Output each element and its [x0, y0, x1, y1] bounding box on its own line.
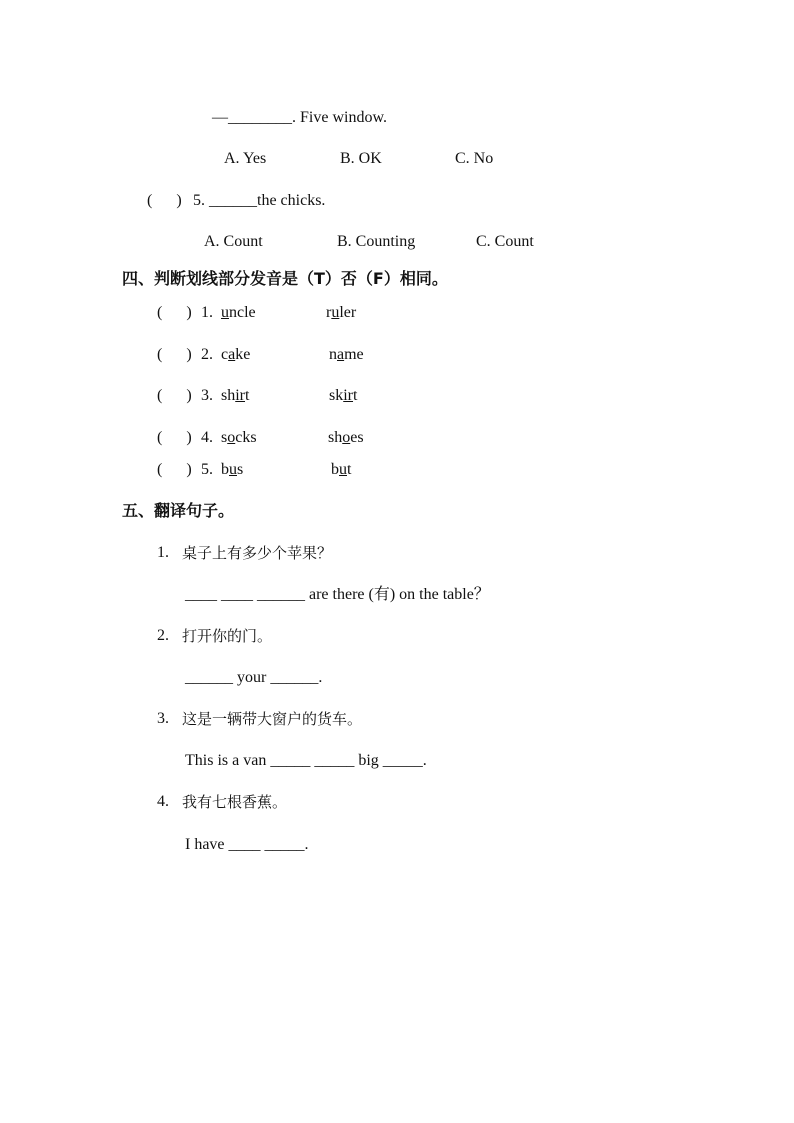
q5-option-c: C. Count: [476, 233, 534, 250]
q5-bracket: ( ): [147, 192, 182, 209]
translate-1-chinese: 桌子上有多少个苹果？: [182, 544, 333, 562]
word-2: skirt: [329, 387, 358, 404]
q4-option-a: A. Yes: [224, 150, 267, 167]
word-1: shirt: [221, 387, 250, 404]
translate-3-number: 3.: [157, 710, 169, 727]
translate-4-english: I have ____ _____.: [185, 836, 309, 853]
word-2: but: [331, 461, 352, 478]
translate-2-number: 2.: [157, 627, 169, 644]
q4-answer-line: —________. Five window.: [212, 109, 387, 126]
q5-option-a: A. Count: [204, 233, 263, 250]
item-bracket: ( ): [157, 429, 192, 446]
item-bracket: ( ): [157, 304, 192, 321]
q5-text: 5. ______the chicks.: [193, 192, 326, 209]
section4-heading: 四、判断划线部分发音是（T）否（F）相同。: [122, 269, 448, 288]
item-number: 5.: [201, 461, 213, 478]
translate-1-number: 1.: [157, 544, 169, 561]
item-number: 3.: [201, 387, 213, 404]
translate-4-chinese: 我有七根香蕉。: [182, 793, 288, 811]
item-number: 2.: [201, 346, 213, 363]
translate-2-chinese: 打开你的门。: [182, 627, 273, 645]
word-1: uncle: [221, 304, 256, 321]
item-bracket: ( ): [157, 346, 192, 363]
word-2: ruler: [326, 304, 357, 321]
word-1: socks: [221, 429, 257, 446]
translate-1-english: ____ ____ ______ are there (有) on the table？: [185, 586, 490, 603]
q4-option-b: B. OK: [340, 150, 382, 167]
translate-3-english: This is a van _____ _____ big _____.: [185, 752, 427, 769]
word-1: bus: [221, 461, 244, 478]
word-2: shoes: [328, 429, 364, 446]
item-number: 4.: [201, 429, 213, 446]
item-bracket: ( ): [157, 461, 192, 478]
item-bracket: ( ): [157, 387, 192, 404]
translate-3-chinese: 这是一辆带大窗户的货车。: [182, 710, 363, 728]
section5-heading: 五、翻译句子。: [122, 501, 235, 520]
word-2: name: [329, 346, 364, 363]
translate-4-number: 4.: [157, 793, 169, 810]
translate-2-english: ______ your ______.: [185, 669, 323, 686]
q5-option-b: B. Counting: [337, 233, 416, 250]
q4-option-c: C. No: [455, 150, 494, 167]
item-number: 1.: [201, 304, 213, 321]
word-1: cake: [221, 346, 251, 363]
